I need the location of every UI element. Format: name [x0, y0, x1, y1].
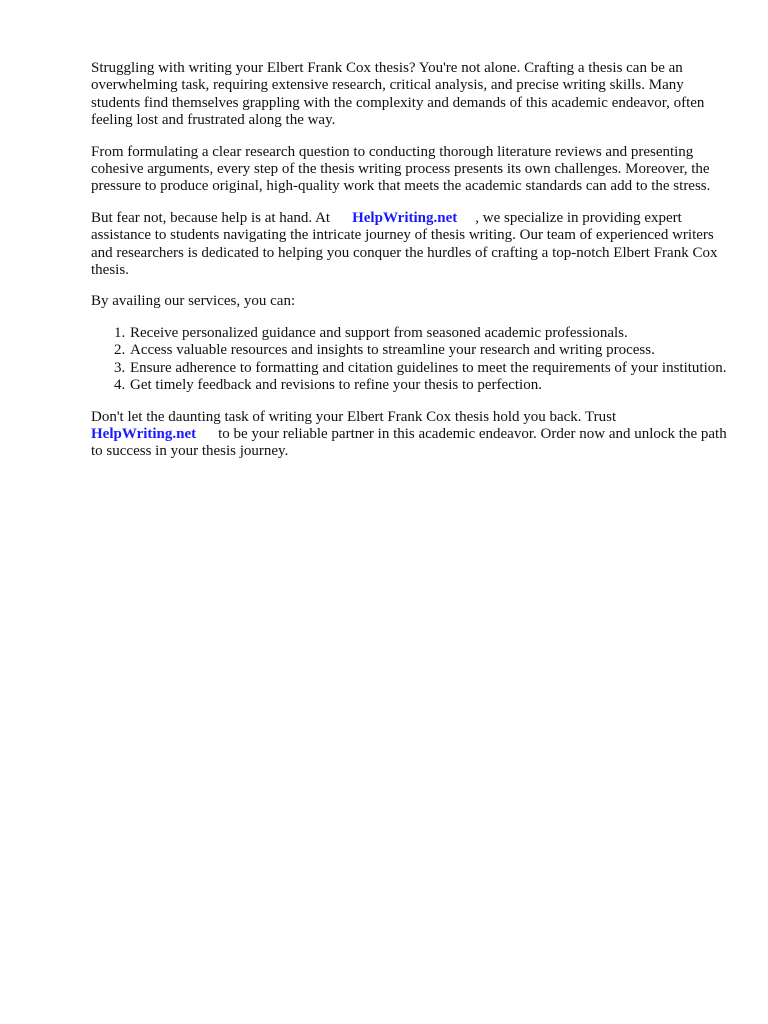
closing-paragraph	[91, 409, 731, 461]
challenges-paragraph: From formulating a clear research question to conducting thorough literature reviews and presenting cohesive arguments, every step of the thesis writing process presents its own challenges. Moreover, the pressure to produce original, high-quality work that meets the academic standards can add to the stress.	[91, 143, 711, 195]
list-item: 2. Access valuable resources and insights to streamline your research and writing process.	[129, 342, 731, 359]
help-text-after: , we specialize in providing expert assistance to students navigating the intricate journey of thesis writing. Our team of experienced writers and researchers is dedicated to helping you conquer the hurdles of crafting a top-notch Elbert Frank Cox thesis.	[91, 209, 718, 279]
closing-text-before: Don't let the daunting task of writing your Elbert Frank Cox thesis hold you back. Trust	[91, 408, 617, 425]
services-intro: By availing our services, you can:	[91, 293, 296, 310]
helpwriting-link[interactable]: HelpWriting.net	[91, 425, 197, 442]
help-paragraph	[91, 210, 731, 280]
services-list	[91, 325, 731, 395]
intro-paragraph: Struggling with writing your Elbert Frank Cox thesis? You're not alone. Crafting a thesis can be an overwhelming task, requiring extensive research, critical analysis, and precise writing skills. Many students find themselves grappling with the complexity and demands of this academic endeavor, often feeling lost and frustrated along the way.	[91, 60, 705, 129]
list-item: 3. Ensure adherence to formatting and citation guidelines to meet the requirements of your institution.	[129, 360, 731, 377]
help-text-before: But fear not, because help is at hand. At	[91, 209, 331, 226]
document-page	[91, 60, 731, 475]
helpwriting-link[interactable]: HelpWriting.net	[352, 209, 458, 226]
list-item: 1. Receive personalized guidance and support from seasoned academic professionals.	[129, 325, 731, 342]
list-item: 4. Get timely feedback and revisions to refine your thesis to perfection.	[129, 377, 731, 394]
closing-text-after: to be your reliable partner in this academic endeavor. Order now and unlock the path to success in your thesis journey.	[91, 425, 727, 460]
